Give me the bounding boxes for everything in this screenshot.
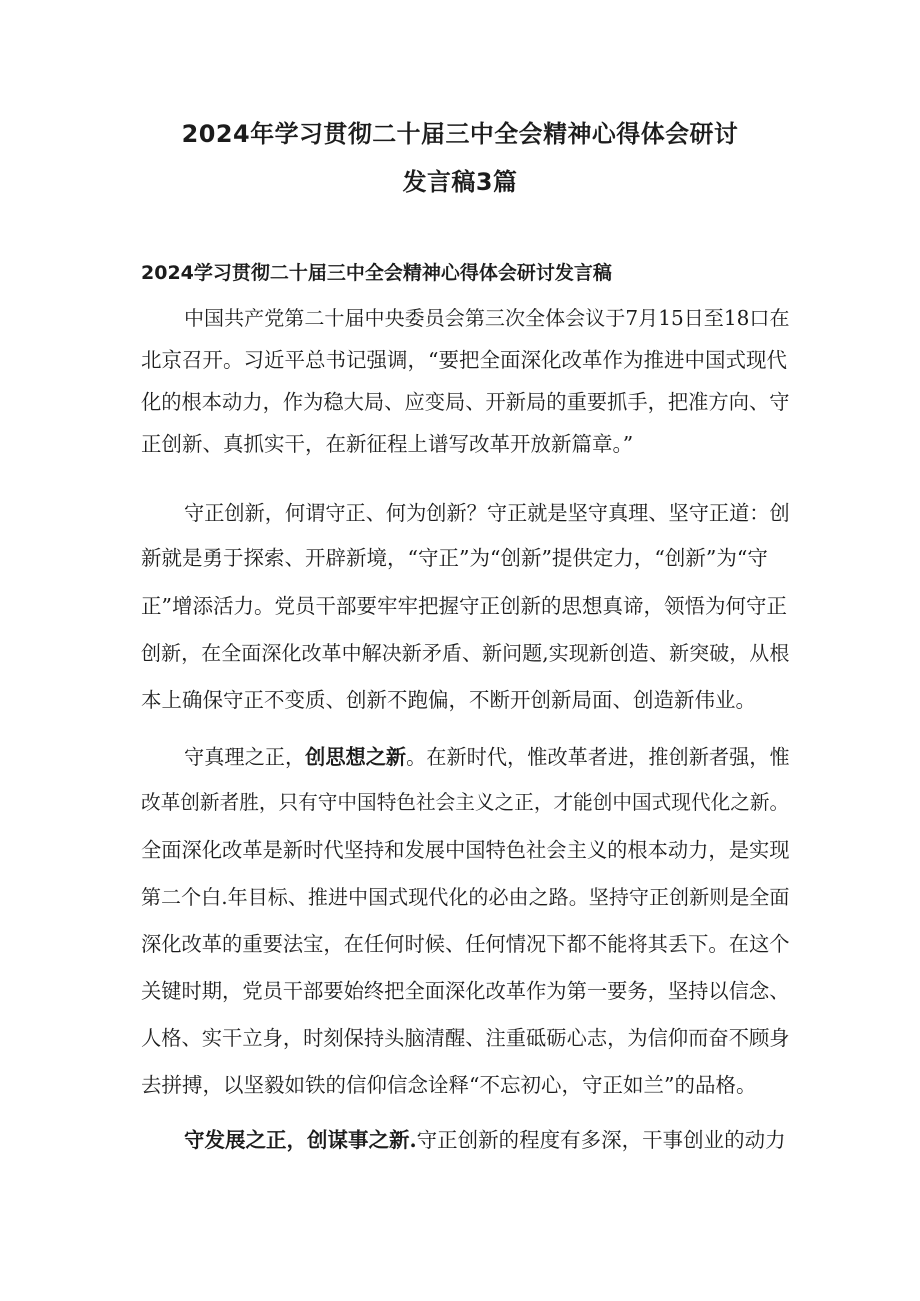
paragraph-1-line-4: 正创新、真抓实干，在新征程上谱写改革开放新篇章。” — [141, 432, 634, 456]
paragraph-3-line-7: 人格、实干立身，时刻保持头脑清醒、注重砥砺心志，为信仰而奋不顾身 — [141, 1026, 790, 1050]
paragraph-1-line-1: 中国共产党第二十届中央委员会第三次全体会议于7月15日至18口在 — [184, 306, 790, 330]
paragraph-3-line-8: 去拼搏，以坚毅如铁的信仰信念诠释“不忘初心，守正如兰”的品格。 — [141, 1073, 757, 1097]
paragraph-2-line-1: 守正创新，何谓守正、何为创新？守正就是坚守真理、坚守正道：创 — [184, 501, 790, 525]
paragraph-3-line-2: 改革创新者胜，只有守中国特色社会主义之正，才能创中国式现代化之新。 — [141, 791, 790, 814]
paragraph-1-line-3: 化的根本动力，作为稳大局、应变局、开新局的重要抓手，把准方向、守 — [141, 390, 790, 414]
paragraph-2-line-2: 新就是勇于探索、开辟新境，“守正”为“创新”提供定力，“创新”为“守 — [141, 546, 768, 570]
paragraph-4-lead-bold: 守发展之正，创谋事之新. — [184, 1128, 417, 1152]
paragraph-2-line-4: 创新，在全面深化改革中解决新矛盾、新问题,实现新创造、新突破，从根 — [141, 641, 790, 665]
paragraph-3-line-5: 深化改革的重要法宝，在任何时候、任何情况下都不能将其丢下。在这个 — [141, 932, 790, 956]
paragraph-1-line-2: 北京召开。习近平总书记强调，“要把全面深化改革作为推进中国式现代 — [141, 348, 787, 372]
document-title-line-1: 2024年学习贯彻二十届三中全会精神心得体会研讨 — [181, 120, 739, 148]
paragraph-3-lead: 守真理之正， — [184, 745, 306, 769]
paragraph-3-lead-bold: 创思想之新 — [305, 745, 407, 769]
paragraph-3-line-4: 第二个白.年目标、推进中国式现代化的必由之路。坚持守正创新则是全面 — [141, 885, 790, 909]
document-title-line-2: 发言稿3篇 — [402, 168, 518, 196]
paragraph-4-line-1-rest: 守正创新的程度有多深，干事创业的动力 — [416, 1128, 786, 1152]
paragraph-2-line-3: 正”增添活力。党员干部要牢牢把握守正创新的思想真谛，领悟为何守正 — [141, 594, 787, 618]
section-heading: 2024学习贯彻二十届三中全会精神心得体会研讨发言稿 — [141, 262, 612, 284]
paragraph-3-line-1 — [184, 739, 790, 775]
paragraph-3-line-6: 关键时期，党员干部要始终把全面深化改革作为第一要务，坚持以信念、 — [141, 979, 790, 1003]
paragraph-3-line-1-rest: 。在新时代，惟改革者进，推创新者强，惟 — [406, 745, 790, 769]
paragraph-4-line-1 — [184, 1122, 786, 1158]
paragraph-3-line-3: 全面深化改革是新时代坚持和发展中国特色社会主义的根本动力，是实现 — [141, 838, 790, 862]
paragraph-2-line-5: 本上确保守正不变质、创新不跑偏，不断开创新局面、创造新伟业。 — [141, 688, 756, 712]
